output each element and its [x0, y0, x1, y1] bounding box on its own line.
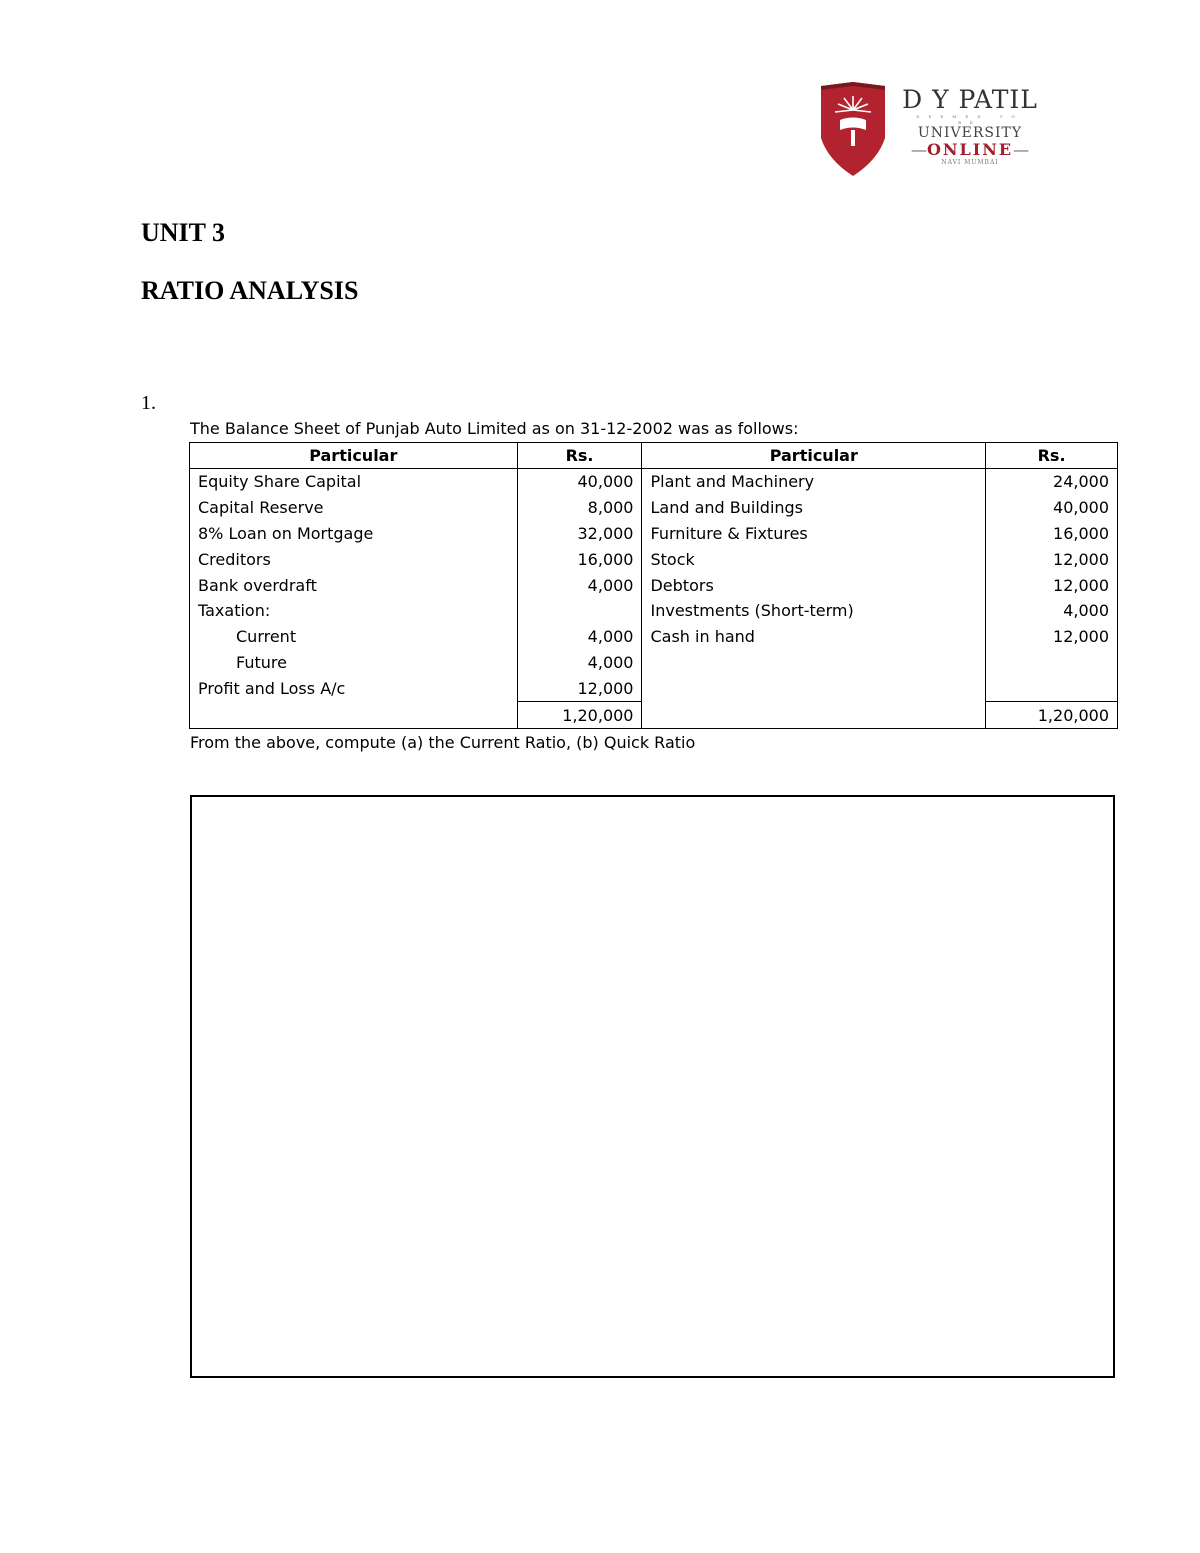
answer-box[interactable]: [190, 795, 1115, 1378]
liability-value: 40,000: [517, 469, 642, 495]
asset-label: Furniture & Fixtures: [642, 521, 986, 547]
asset-value: 24,000: [986, 469, 1118, 495]
liability-value: 4,000: [517, 624, 642, 650]
shield-logo-icon: [818, 80, 888, 178]
asset-label: Cash in hand: [642, 624, 986, 650]
logo-online: —ONLINE—: [910, 140, 1030, 159]
asset-value: 40,000: [986, 495, 1118, 521]
logo-university: UNIVERSITY: [917, 125, 1023, 141]
page-title: RATIO ANALYSIS: [141, 276, 359, 305]
table-row: [190, 675, 1118, 701]
asset-label: [642, 675, 986, 701]
question-intro: The Balance Sheet of Punjab Auto Limited as on 31-12-2002 was as follows:: [190, 419, 799, 438]
header-rs-liabilities: Rs.: [517, 443, 642, 469]
question-number: 1.: [141, 392, 156, 414]
asset-label: Land and Buildings: [642, 495, 986, 521]
table-row: [190, 495, 1118, 521]
liability-value: 8,000: [517, 495, 642, 521]
asset-label: Plant and Machinery: [642, 469, 986, 495]
total-liabilities: 1,20,000: [517, 702, 642, 729]
logo-name: D Y PATIL: [902, 85, 1038, 114]
question-prompt: From the above, compute (a) the Current Ratio, (b) Quick Ratio: [190, 733, 696, 752]
liability-label: Capital Reserve: [190, 495, 518, 521]
table-header-row: [190, 443, 1118, 469]
header-rs-assets: Rs.: [986, 443, 1118, 469]
asset-value: 12,000: [986, 624, 1118, 650]
asset-value: [986, 675, 1118, 701]
logo-online-text: ONLINE: [926, 140, 1014, 159]
table-row: [190, 624, 1118, 650]
table-row: [190, 650, 1118, 676]
table-row: [190, 521, 1118, 547]
asset-value: 12,000: [986, 572, 1118, 598]
liability-label: Taxation:: [190, 598, 518, 624]
university-logo: [818, 80, 1038, 180]
asset-value: [986, 650, 1118, 676]
liability-label: Current: [190, 624, 518, 650]
liability-value: 16,000: [517, 546, 642, 572]
liability-value: 4,000: [517, 572, 642, 598]
asset-value: 16,000: [986, 521, 1118, 547]
asset-value: 12,000: [986, 546, 1118, 572]
asset-label: Investments (Short-term): [642, 598, 986, 624]
table-row: [190, 546, 1118, 572]
liability-label: Profit and Loss A/c: [190, 675, 518, 701]
asset-label: Debtors: [642, 572, 986, 598]
total-spacer: [190, 702, 518, 729]
table-row: [190, 572, 1118, 598]
total-assets: 1,20,000: [986, 702, 1118, 729]
liability-label: Future: [190, 650, 518, 676]
liability-value: 4,000: [517, 650, 642, 676]
table-row: [190, 469, 1118, 495]
table-row: [190, 598, 1118, 624]
liability-label: Bank overdraft: [190, 572, 518, 598]
liability-value: [517, 598, 642, 624]
asset-label: [642, 650, 986, 676]
liability-label: Equity Share Capital: [190, 469, 518, 495]
liability-value: 12,000: [517, 675, 642, 701]
liability-value: 32,000: [517, 521, 642, 547]
asset-label: Stock: [642, 546, 986, 572]
logo-tagline: DEEMED TO BE: [916, 114, 1024, 125]
table-total-row: [190, 702, 1118, 729]
total-spacer: [642, 702, 986, 729]
liability-label: 8% Loan on Mortgage: [190, 521, 518, 547]
logo-location: NAVI MUMBAI: [941, 159, 999, 166]
unit-heading: UNIT 3: [141, 218, 226, 247]
balance-sheet-table: [189, 442, 1118, 729]
header-particular-assets: Particular: [642, 443, 986, 469]
asset-value: 4,000: [986, 598, 1118, 624]
header-particular-liabilities: Particular: [190, 443, 518, 469]
liability-label: Creditors: [190, 546, 518, 572]
